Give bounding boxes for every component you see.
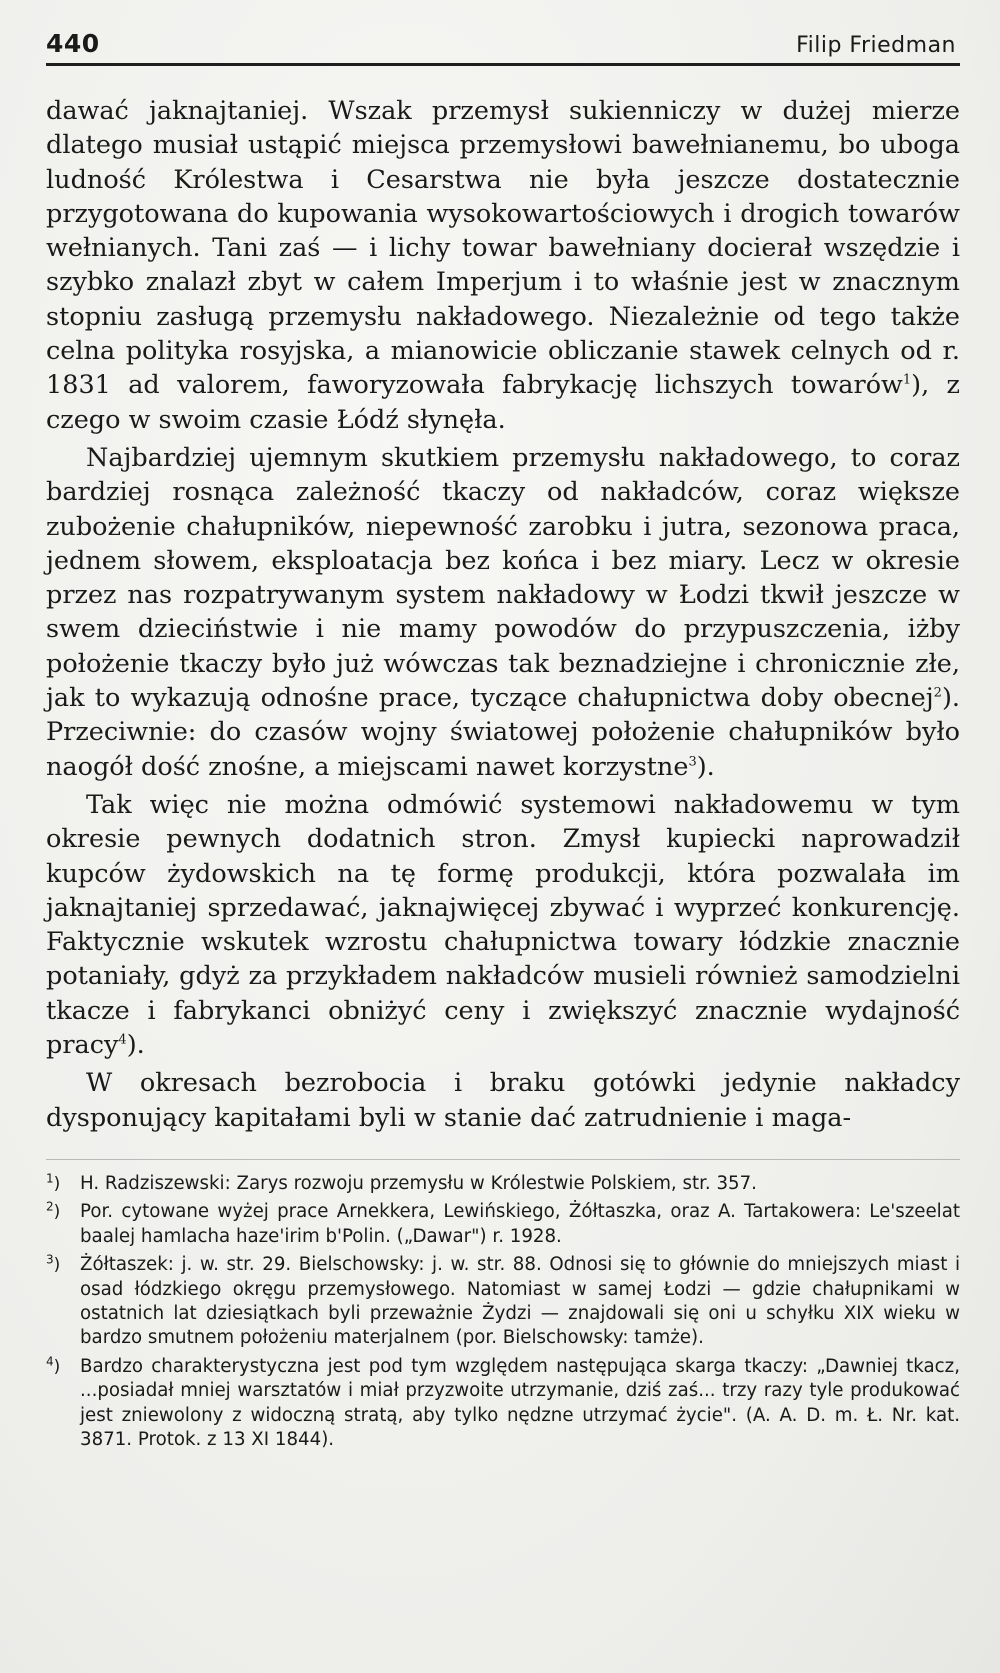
paragraph-1 [46,94,960,437]
footnotes [46,1172,960,1452]
footnote-2 [46,1200,960,1249]
footnote-text: H. Radziszewski: Zarys rozwoju przemysłu w Królestwie Polskiem, str. 357. [80,1172,757,1194]
paragraph-text: Tak więc nie można odmówić systemowi nakładowemu w tym okresie pewnych dodatnich stron. Zmysł kupiecki naprowadził kupców żydowskich na tę formę produkcji, która pozwalała im jaknajtaniej sprzedawać, jaknajwięcej zbywać i wyprzeć konkurencję. Faktycznie wskutek wzrostu chałupnictwa towary łódzkie znacznie potaniały, gdyż za przykładem nakładców musieli również samodzielni tkacze i fabrykanci obniżyć ceny i zwiększyć znacznie wydajność pracy [46,789,960,1061]
footnote-mark: $^1$) [46,1171,61,1194]
footnote-number: 4 [46,1354,54,1369]
footnote-mark: $^2$) [46,1199,61,1223]
paragraph-text: ). Przeciwnie: do czasów wojny światowej położenie chałupników było naogół dość znośne, a miejscami nawet korzystne [46,683,960,782]
footnote-number: 2 [46,1199,54,1214]
footnote-text: Bardzo charakterystyczna jest pod tym względem następująca skarga tkaczy: „Dawniej tkacz, ...posiadał mniej warsztatów i miał przyzwoite utrzymanie, dziś zaś... trzy razy tyle produkować jest zniewolony z widoczną stratą, aby tylko nędzne utrzymać życie". (A. A. D. m. Ł. Nr. kat. 3871. Protok. z 13 XI 1844). [80,1355,960,1450]
paragraph-text: ). [126,1030,145,1061]
paragraph-text: dawać jaknajtaniej. Wszak przemysł sukienniczy w dużej mierze dlatego musiał ustąpić miejsca przemysłowi bawełnianemu, bo uboga ludność Królestwa i Cesarstwa nie była jeszcze dostatecznie przygotowana do kupowania wysokowartościowych i drogich towarów wełnianych. Tani zaś — i lichy towar bawełniany docierał wszędzie i szybko znalazł zbyt w całem Imperjum i to właśnie jest w znacznym stopniu zasługą przemysłu nakładowego. Niezależnie od tego także celna polityka rosyjska, a mianowicie obliczanie stawek celnych od r. 1831 ad valorem, faworyzowała fabrykację lichszych towarów [46,96,960,401]
paragraph-text: W okresach bezrobocia i braku gotówki jedynie nakładcy dysponujący kapitałami byli w stanie dać zatrudnienie i maga- [46,1068,960,1133]
footnote-mark: $^3$) [46,1252,61,1276]
footnote-text: Por. cytowane wyżej prace Arnekkera, Lewińskiego, Żółtaszka, oraz A. Tartakowera: Le'szeelat baalej hamlacha haze'irim b'Polin. („Dawar") r. 1928. [80,1201,960,1247]
page-header [46,24,960,58]
paragraph-4 [46,1066,960,1135]
footnote-ref: 2 [933,685,942,701]
footnote-ref: 4 [118,1032,127,1048]
footnote-number: 1 [46,1171,54,1186]
paragraph-3 [46,788,960,1062]
footnote-mark: $^4$) [46,1354,61,1377]
footnote-ref: 1 [902,372,912,388]
footnote-4 [46,1355,960,1453]
paragraph-text: Najbardziej ujemnym skutkiem przemysłu nakładowego, to coraz bardziej rosnąca zależność tkaczy od nakładców, coraz większe zubożenie chałupników, niepewność zarobku i jutra, sezonowa praca, jednem słowem, eksploatacja bez końca i bez miary. Lecz w okresie przez nas rozpatrywanym system nakładowy w Łodzi tkwił jeszcze w swem dzieciństwie i nie mamy powodów do przypuszczenia, iżby położenie tkaczy było już wówczas tak beznadziejne i chronicznie złe, jak to wykazują odnośne prace, tyczące chałupnictwa doby obecnej [46,442,960,714]
paragraph-text: ). [696,751,715,782]
header-rule [46,63,960,66]
footnote-number: 3 [46,1252,54,1267]
paragraph-text: ), z czego w swoim czasie Łódź słynęła. [46,370,960,435]
page-number: 440 [46,29,100,58]
footnote-1 [46,1172,960,1196]
footnote-3 [46,1253,960,1351]
footnote-ref: 3 [688,754,697,770]
paragraph-2 [46,441,960,784]
main-text [46,94,960,1135]
footnote-separator [46,1159,960,1160]
running-head-author: Filip Friedman [796,33,956,58]
footnote-text: Żółtaszek: j. w. str. 29. Bielschowsky: j. w. str. 88. Odnosi się to głównie do mniejszych miast i osad łódzkiego okręgu przemysłowego. Natomiast w samej Łodzi — gdzie chałupnikami w ostatnich lat dziesiątkach byli przeważnie Żydzi — znajdowali się oni u schyłku XIX wieku w bardzo smutnem położeniu materjalnem (por. Bielschowsky: tamże). [80,1254,960,1349]
